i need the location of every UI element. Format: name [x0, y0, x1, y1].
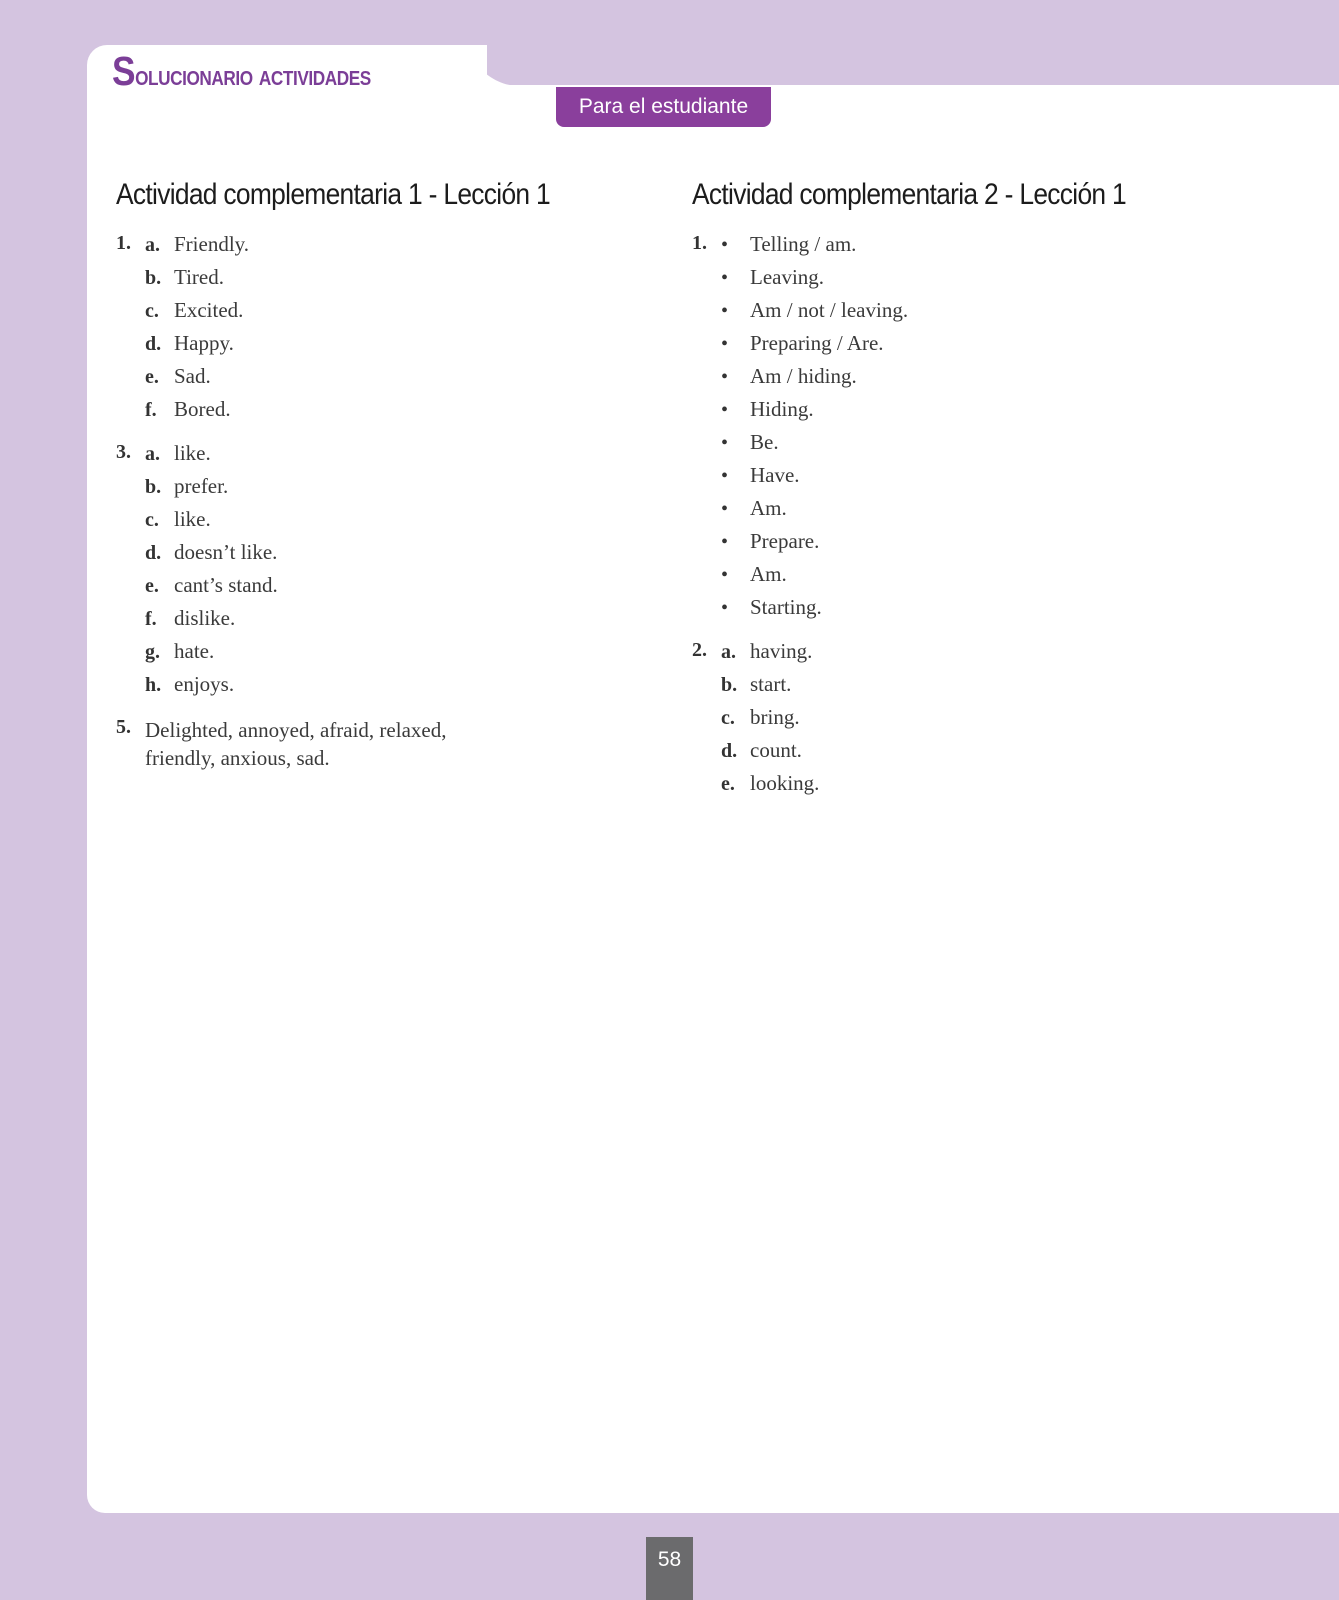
item-text: like.	[174, 441, 211, 465]
item-text: dislike.	[174, 606, 236, 630]
list-item	[692, 771, 1252, 804]
item-letter: e.	[721, 773, 735, 795]
bullet-icon: •	[721, 531, 729, 553]
item-text: Happy.	[174, 331, 234, 355]
list-item	[116, 232, 676, 265]
exercise-1	[692, 232, 1252, 628]
item-letter: e.	[145, 366, 159, 388]
list-item	[692, 331, 1252, 364]
answer-paragraph: Delighted, annoyed, afraid, relaxed, friendly, anxious, sad.	[145, 718, 447, 770]
list-item	[116, 573, 676, 606]
left-column	[116, 178, 676, 783]
item-letter: d.	[721, 740, 738, 762]
bullet-icon: •	[721, 498, 729, 520]
item-letter: g.	[145, 641, 160, 663]
list-item	[692, 232, 1252, 265]
item-letter: e.	[145, 575, 159, 597]
exercise-number: 1.	[692, 232, 707, 254]
item-letter: b.	[145, 267, 162, 289]
item-text: count.	[750, 738, 802, 762]
list-item	[116, 331, 676, 364]
item-text: start.	[750, 672, 792, 696]
item-letter: b.	[721, 674, 738, 696]
list-item	[116, 364, 676, 397]
item-text: Sad.	[174, 364, 211, 388]
bullet-icon: •	[721, 366, 729, 388]
bullet-icon: •	[721, 234, 729, 256]
item-text: Prepare.	[750, 529, 820, 553]
list-item	[692, 463, 1252, 496]
item-text: Starting.	[750, 595, 822, 619]
document-title: Solucionario actividades	[112, 48, 371, 94]
list-item	[116, 298, 676, 331]
exercise-3	[116, 441, 676, 705]
bullet-icon: •	[721, 267, 729, 289]
exercise-number: 3.	[116, 441, 131, 463]
list-item	[116, 474, 676, 507]
bullet-icon: •	[721, 333, 729, 355]
item-letter: c.	[721, 707, 735, 729]
title-tab-curve	[440, 45, 550, 86]
item-letter: b.	[145, 476, 162, 498]
item-text: enjoys.	[174, 672, 235, 696]
item-letter: a.	[145, 443, 160, 465]
item-letter: f.	[145, 608, 157, 630]
item-letter: d.	[145, 333, 162, 355]
list-item	[692, 529, 1252, 562]
item-text: Telling / am.	[750, 232, 857, 256]
list-item	[692, 738, 1252, 771]
list-item	[692, 496, 1252, 529]
item-text: bring.	[750, 705, 800, 729]
section-heading: Actividad complementaria 2 - Lección 1	[692, 178, 1127, 211]
item-text: Leaving.	[750, 265, 825, 289]
bullet-icon: •	[721, 597, 729, 619]
list-item	[692, 364, 1252, 397]
list-item	[692, 672, 1252, 705]
item-letter: a.	[721, 641, 736, 663]
bullet-icon: •	[721, 465, 729, 487]
section-heading: Actividad complementaria 1 - Lección 1	[116, 178, 551, 211]
exercise-number: 1.	[116, 232, 131, 254]
item-text: Have.	[750, 463, 800, 487]
right-column	[692, 178, 1252, 815]
page-number: 58	[646, 1537, 693, 1600]
item-text: prefer.	[174, 474, 229, 498]
item-text: having.	[750, 639, 813, 663]
list-item	[692, 639, 1252, 672]
item-letter: h.	[145, 674, 162, 696]
item-text: Hiding.	[750, 397, 814, 421]
item-text: Am / not / leaving.	[750, 298, 909, 322]
item-text: Be.	[750, 430, 779, 454]
exercise-number: 2.	[692, 639, 707, 661]
list-item	[692, 397, 1252, 430]
list-item	[692, 562, 1252, 595]
list-item	[116, 265, 676, 298]
item-letter: c.	[145, 300, 159, 322]
list-item	[692, 430, 1252, 463]
list-item	[692, 705, 1252, 738]
item-letter: a.	[145, 234, 160, 256]
item-text: like.	[174, 507, 211, 531]
bullet-icon: •	[721, 432, 729, 454]
list-item	[692, 298, 1252, 331]
item-letter: c.	[145, 509, 159, 531]
item-text: cant’s stand.	[174, 573, 278, 597]
item-letter: d.	[145, 542, 162, 564]
list-item	[116, 639, 676, 672]
list-item	[116, 397, 676, 430]
list-item	[116, 441, 676, 474]
item-text: Excited.	[174, 298, 244, 322]
list-item	[692, 595, 1252, 628]
list-item	[692, 265, 1252, 298]
item-text: Am.	[750, 562, 787, 586]
item-text: Bored.	[174, 397, 231, 421]
item-text: Preparing / Are.	[750, 331, 884, 355]
item-text: Friendly.	[174, 232, 250, 256]
bullet-icon: •	[721, 399, 729, 421]
item-letter: f.	[145, 399, 157, 421]
exercise-5	[116, 716, 676, 772]
audience-badge: Para el estudiante	[556, 87, 771, 127]
item-text: hate.	[174, 639, 215, 663]
bullet-icon: •	[721, 300, 729, 322]
list-item	[116, 540, 676, 573]
exercise-number: 5.	[116, 716, 131, 738]
item-text: Am.	[750, 496, 787, 520]
item-text: looking.	[750, 771, 820, 795]
exercise-2	[692, 639, 1252, 804]
list-item	[116, 606, 676, 639]
item-text: Am / hiding.	[750, 364, 857, 388]
exercise-1	[116, 232, 676, 430]
item-text: doesn’t like.	[174, 540, 278, 564]
item-text: Tired.	[174, 265, 224, 289]
list-item	[116, 507, 676, 540]
list-item	[116, 672, 676, 705]
bullet-icon: •	[721, 564, 729, 586]
